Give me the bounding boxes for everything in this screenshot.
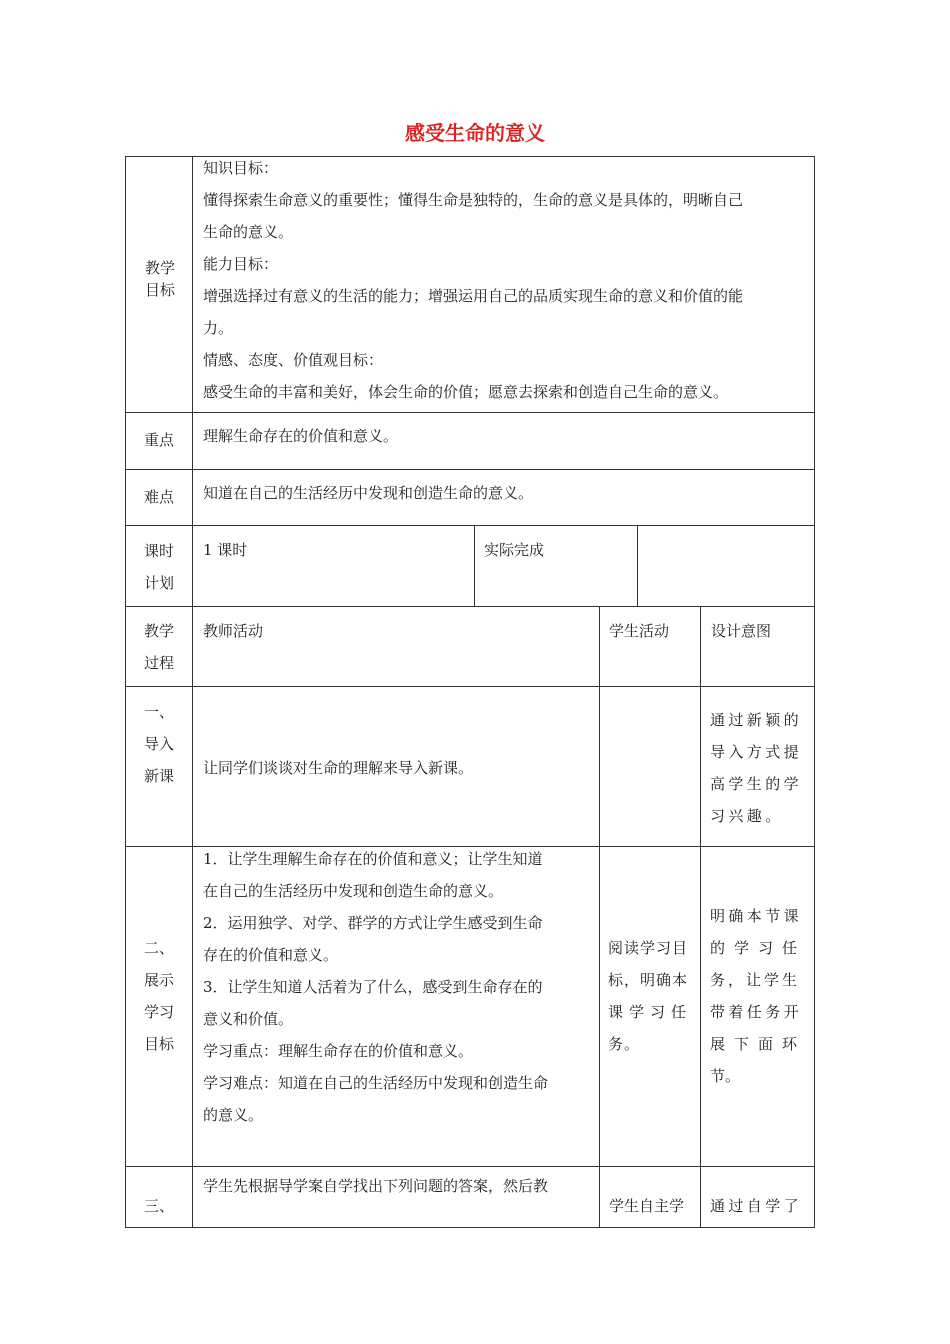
student-activity-header: 学生活动 (609, 622, 670, 640)
schedule-hours: 1 课时 (203, 541, 248, 559)
table-rule (125, 1227, 815, 1228)
process-label: 过程 (143, 654, 174, 672)
page-title: 感受生命的意义 (405, 121, 545, 145)
section2-label-line: 展示 (143, 971, 174, 989)
objectives-line: 力。 (203, 319, 234, 337)
objectives-line: 增强选择过有意义的生活的能力；增强运用自己的品质实现生命的意义和价值的能 (203, 287, 744, 305)
section2-intent-line: 的学习任 (710, 939, 807, 957)
table-rule (599, 606, 600, 1228)
difficulty-label: 难点 (143, 488, 174, 506)
objectives-label: 教学目标 (144, 259, 175, 299)
schedule-label: 课时 (143, 542, 174, 560)
key-point-label: 重点 (143, 431, 174, 449)
objectives-line: 情感、态度、价值观目标： (203, 351, 384, 369)
section2-teacher-line: 2．运用独学、对学、群学的方式让学生感受到生命 (203, 914, 543, 932)
section2-teacher-line: 学习重点：理解生命存在的价值和意义。 (203, 1042, 474, 1060)
section2-student-line: 阅读学习目 (608, 939, 689, 957)
section2-student-line: 课学习任 (608, 1003, 693, 1021)
difficulty-text: 知道在自己的生活经历中发现和创造生命的意义。 (203, 484, 534, 502)
objectives-content (203, 152, 808, 408)
section2-teacher-line: 学习难点：知道在自己的生活经历中发现和创造生命 (203, 1074, 549, 1092)
table-rule (125, 686, 815, 687)
section1-intent-line: 高学生的学 (710, 775, 803, 793)
table-rule (637, 525, 638, 606)
table-rule (474, 525, 475, 606)
section2-student-line: 务。 (608, 1035, 641, 1053)
table-rule (125, 156, 126, 1228)
section2-teacher-line: 意义和价值。 (203, 1010, 294, 1028)
schedule-label: 计划 (143, 574, 174, 592)
section2-intent-line: 带着任务开 (710, 1003, 803, 1021)
section2-teacher-line: 3．让学生知道人活着为了什么，感受到生命存在的 (203, 978, 543, 996)
objectives-line: 能力目标： (203, 255, 279, 273)
objectives-line: 生命的意义。 (203, 223, 294, 241)
section1-label: 一、 (143, 703, 174, 721)
schedule-actual-label: 实际完成 (484, 541, 545, 559)
section2-label (126, 932, 192, 1060)
section2-intent-line: 展下面环 (710, 1035, 807, 1053)
section3-student: 学生自主学 (609, 1197, 685, 1215)
section1-label: 新课 (143, 767, 174, 785)
section2-intent (710, 900, 810, 1092)
table-rule (125, 469, 815, 470)
objectives-line: 感受生命的丰富和美好，体会生命的价值；愿意去探索和创造自己生命的意义。 (203, 383, 729, 401)
section1-label: 导入 (143, 735, 174, 753)
section2-label-line: 二、 (143, 939, 174, 957)
key-point-text: 理解生命存在的价值和意义。 (203, 427, 399, 445)
design-intent-header: 设计意图 (711, 622, 772, 640)
table-rule (125, 1166, 815, 1167)
section1-intent-line: 通过新颖的 (710, 711, 803, 729)
section2-teacher-line: 在自己的生活经历中发现和创造生命的意义。 (203, 882, 504, 900)
table-rule (192, 156, 193, 1228)
section3-label: 三、 (143, 1197, 174, 1215)
section2-teacher (203, 843, 593, 1131)
section1-intent (710, 704, 806, 832)
section3-teacher: 学生先根据导学案自学找出下列问题的答案，然后教 (203, 1177, 549, 1195)
section2-student-line: 标，明确本 (608, 971, 689, 989)
table-rule (700, 606, 701, 1228)
section2-teacher-line: 的意义。 (203, 1106, 264, 1124)
teacher-activity-header: 教师活动 (203, 622, 264, 640)
section1-intent-line: 习兴趣。 (710, 807, 784, 825)
section2-intent-line: 节。 (710, 1067, 741, 1085)
section2-student (608, 932, 698, 1060)
table-rule (814, 156, 815, 1228)
section1-teacher: 让同学们谈谈对生命的理解来导入新课。 (203, 759, 474, 777)
section2-intent-line: 务，让学生 (710, 971, 801, 989)
objectives-line: 懂得探索生命意义的重要性；懂得生命是独特的，生命的意义是具体的，明晰自己 (203, 191, 744, 209)
section2-intent-line: 明确本节课 (710, 907, 803, 925)
section2-label-line: 目标 (143, 1035, 174, 1053)
section2-teacher-line: 存在的价值和意义。 (203, 946, 339, 964)
table-rule (125, 606, 815, 607)
section2-label-line: 学习 (143, 1003, 174, 1021)
section3-intent: 通过自学了 (710, 1197, 803, 1215)
objectives-line: 知识目标： (203, 159, 279, 177)
table-rule (125, 412, 815, 413)
table-rule (125, 525, 815, 526)
section2-teacher-line: 1．让学生理解生命存在的价值和意义；让学生知道 (203, 850, 543, 868)
process-label: 教学 (143, 622, 174, 640)
section1-intent-line: 导入方式提 (710, 743, 803, 761)
